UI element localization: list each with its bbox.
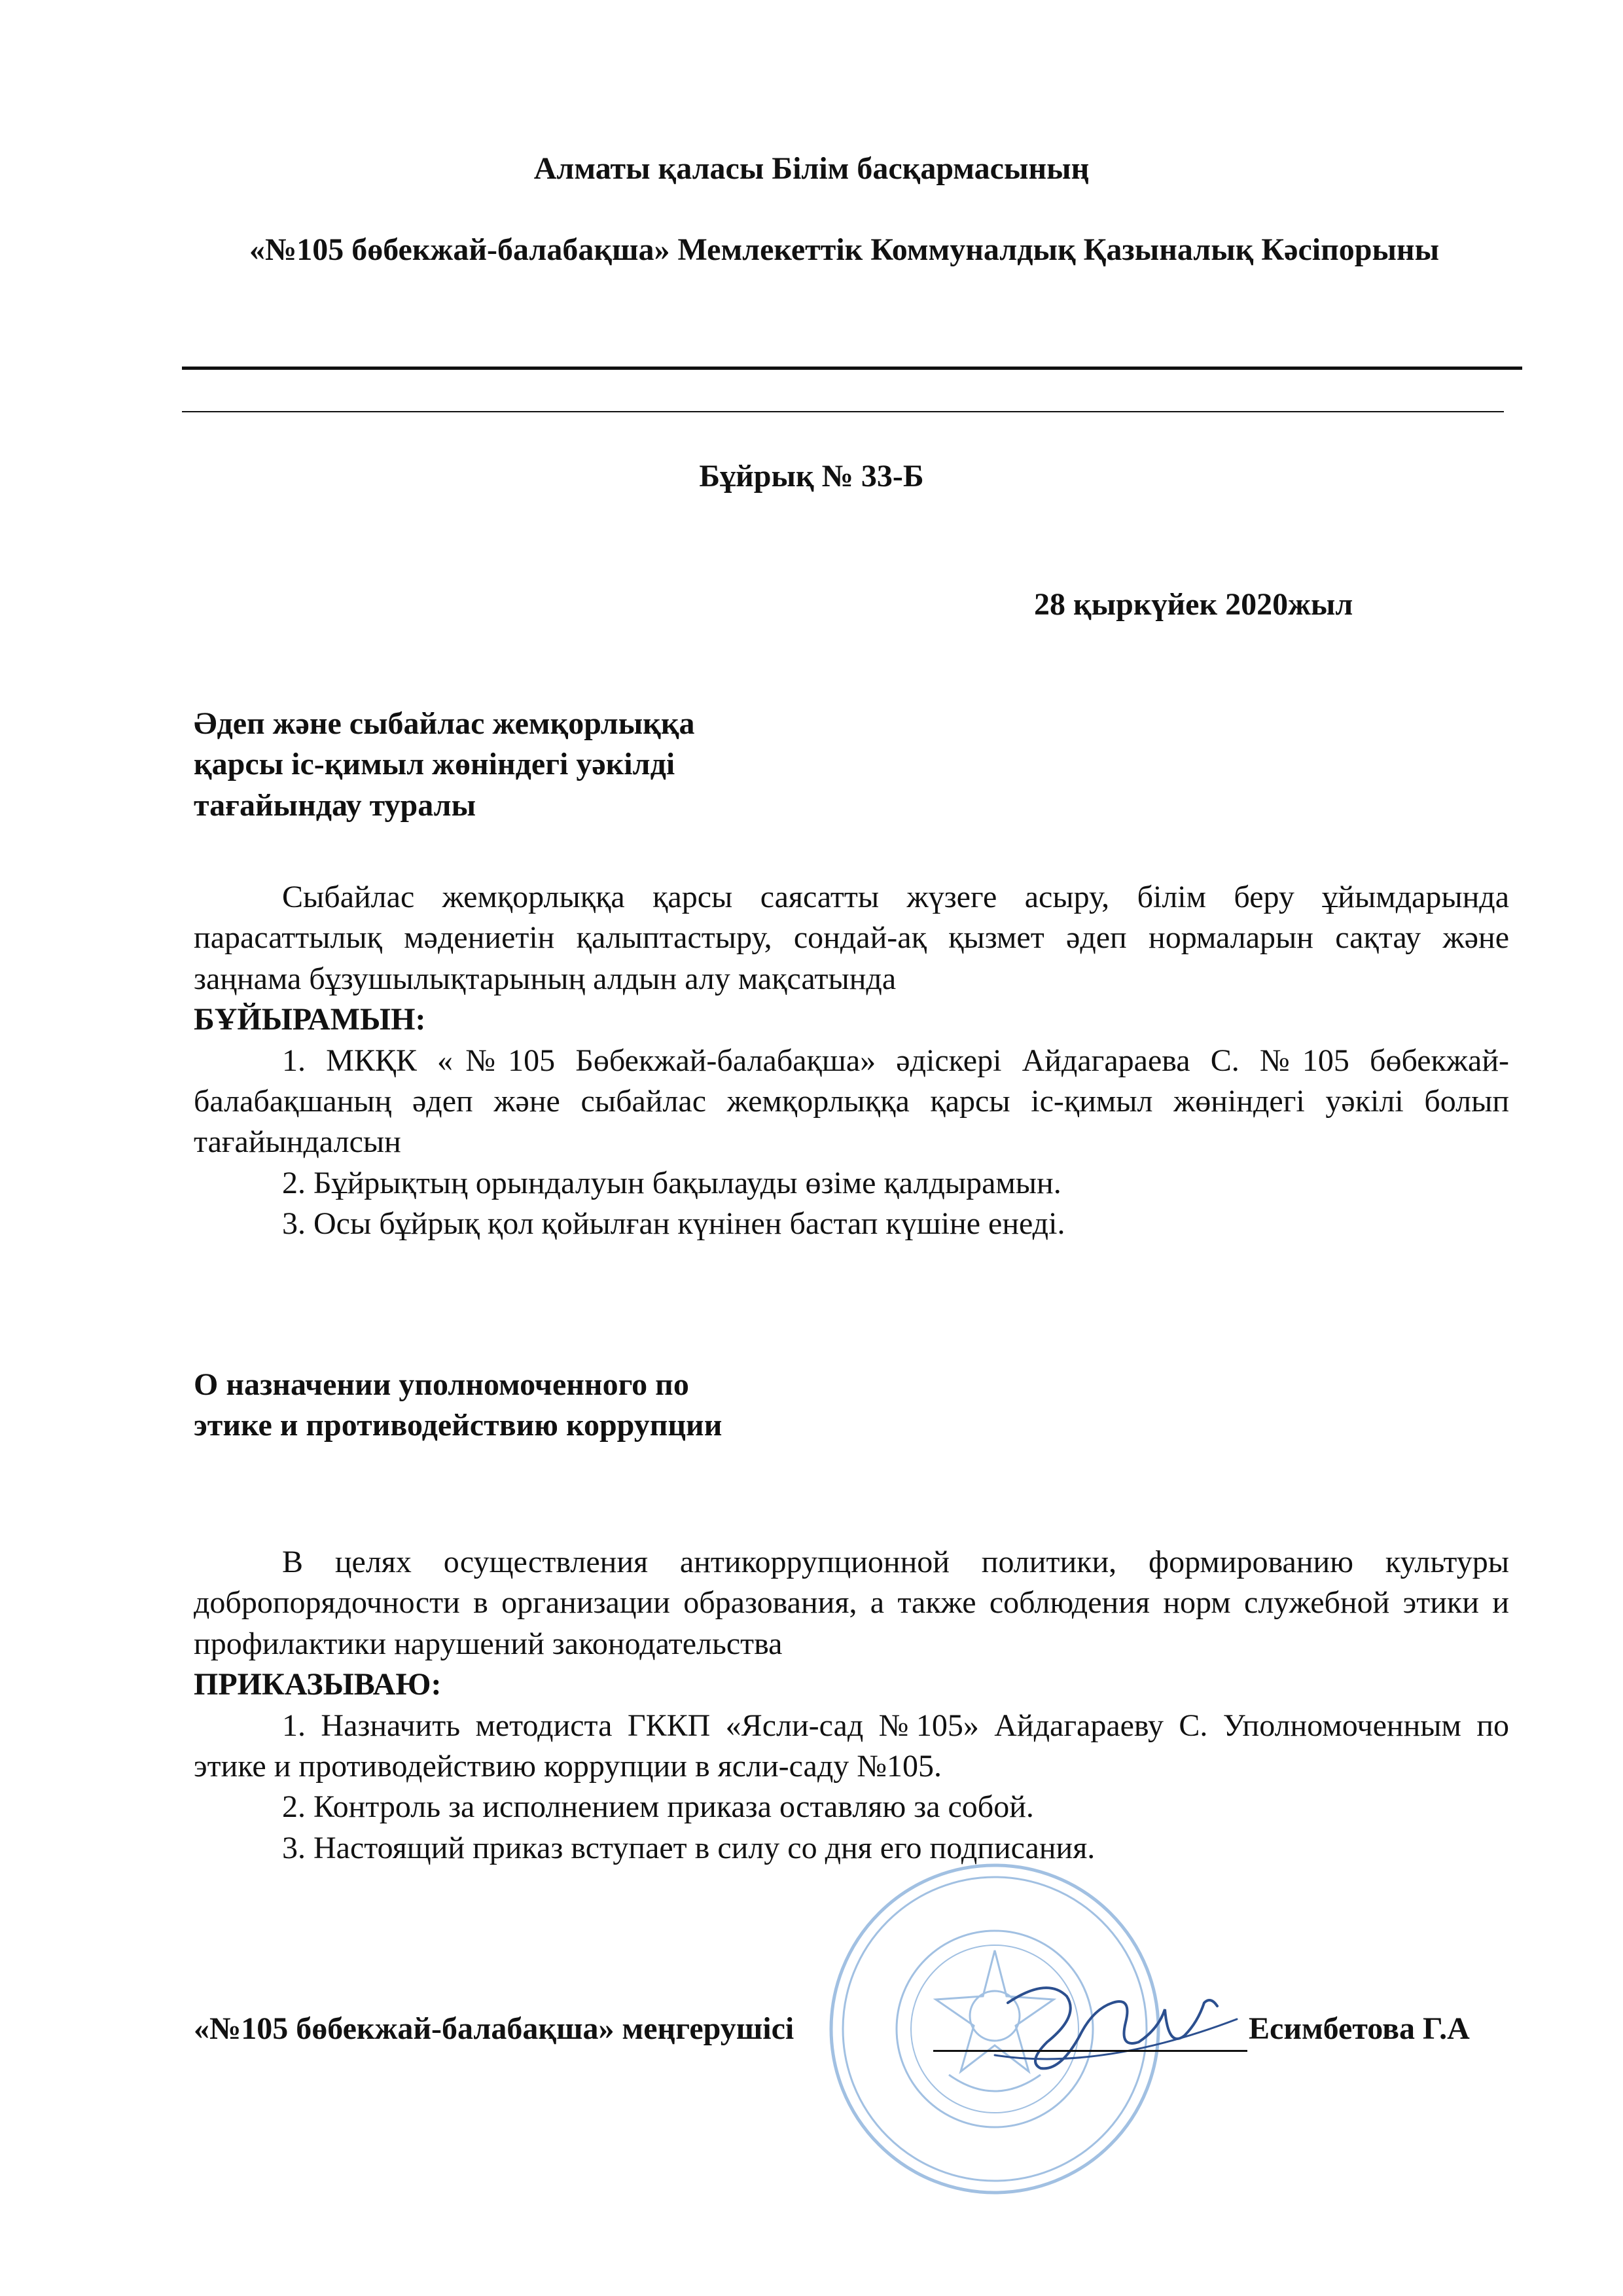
ru-preamble: В целях осуществления антикоррупционной политики, формированию культуры добропорядочности в организации образования, а также соблюдения норм служебной этики и профилактики нарушений законодательства xyxy=(194,1545,1509,1661)
header-rule-thin xyxy=(182,411,1504,412)
signature-line xyxy=(933,2050,1247,2052)
ru-item-1: 1. Назначить методиста ГККП «Ясли-сад №105» Айдагараеву С. Уполномоченным по этике и противодействию коррупции в ясли-саду №105. xyxy=(194,1708,1509,1784)
order-number: Бұйрық № 33-Б xyxy=(699,459,924,493)
kk-item-1: 1. МКҚК «№105 Бөбекжай-балабақша» әдіскері Айдагараева С. №105 бөбекжай-балабақшаның әдеп және сыбайлас жемқорлыққа қарсы іс-қимыл жөніндегі уәкілі болып тағайындалсын xyxy=(194,1043,1509,1160)
kk-title xyxy=(194,704,695,826)
kk-title-line: Әдеп және сыбайлас жемқорлыққа xyxy=(194,706,695,741)
header-rule-thick xyxy=(182,367,1522,370)
order-date: 28 қыркүйек 2020жыл xyxy=(1034,587,1353,622)
kk-item-2: 2. Бұйрықтың орындалуын бақылауды өзіме қалдырамын. xyxy=(282,1165,1061,1200)
org-header-line1: Алматы қаласы Білім басқармасының xyxy=(533,151,1090,186)
ru-item-2: 2. Контроль за исполнением приказа оставляю за собой. xyxy=(282,1789,1034,1825)
org-header-line2: «№105 бөбекжай-балабақша» Мемлекеттік Коммуналдық Қазыналық Кәсіпорыны xyxy=(249,232,1440,267)
signatory-position: «№105 бөбекжай-балабақша» меңгерушісі xyxy=(194,2011,794,2046)
ru-body xyxy=(194,1542,1509,1869)
signature-block xyxy=(194,2011,1522,2063)
ru-title-line: О назначении уполномоченного по xyxy=(194,1367,689,1402)
kk-item-3: 3. Осы бұйрық қол қойылған күнінен бастап күшіне енеді. xyxy=(282,1206,1065,1242)
ru-title-line: этике и противодействию коррупции xyxy=(194,1408,722,1443)
ru-command: ПРИКАЗЫВАЮ: xyxy=(194,1667,442,1702)
ru-item-3: 3. Настоящий приказ вступает в силу со дня его подписания. xyxy=(282,1830,1096,1865)
kk-title-line: қарсы іс-қимыл жөніндегі уәкілді xyxy=(194,747,675,782)
kk-body xyxy=(194,877,1509,1245)
kk-title-line: тағайындау туралы xyxy=(194,787,476,823)
kk-preamble: Сыбайлас жемқорлыққа қарсы саясатты жүзеге асыру, білім беру ұйымдарында парасаттылық мәдениетін қалыптастыру, сондай-ақ қызмет әдеп нормаларын сақтау және заңнама бұзушылықтарының алдын алу мақсатында xyxy=(194,880,1509,996)
signatory-name: Есимбетова Г.А xyxy=(1249,2011,1470,2046)
ru-title xyxy=(194,1365,722,1446)
kk-command: БҰЙЫРАМЫН: xyxy=(194,1002,426,1037)
